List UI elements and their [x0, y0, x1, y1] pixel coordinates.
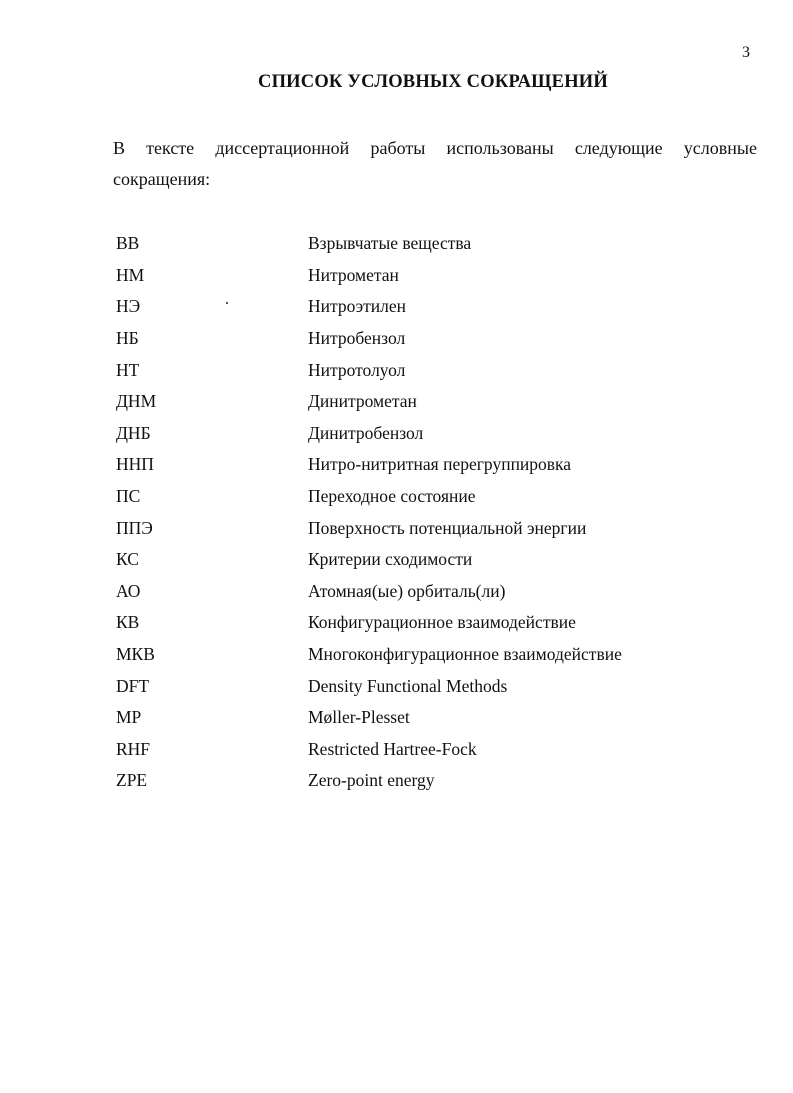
abbreviation-code: ППЭ [116, 517, 153, 538]
abbreviation-row [116, 639, 736, 671]
abbreviation-code: НЭ [116, 296, 141, 317]
abbreviation-description: Zero-point energy [308, 770, 435, 791]
abbreviation-row [116, 260, 736, 292]
abbreviation-description: Динитробензол [308, 422, 424, 443]
abbreviation-code: ДНМ [116, 391, 157, 412]
abbreviation-description: Критерии сходимости [308, 549, 473, 570]
abbreviation-code: АО [116, 580, 141, 601]
abbreviation-row [116, 449, 736, 481]
abbreviation-code: RHF [116, 738, 151, 759]
abbreviation-row [116, 481, 736, 513]
abbreviation-description: Нитробензол [308, 328, 406, 349]
abbreviation-description: Нитро-нитритная перегруппировка [308, 454, 572, 475]
abbreviation-row [116, 670, 736, 702]
abbreviation-row [116, 607, 736, 639]
abbreviation-row [116, 418, 736, 450]
abbreviation-row [116, 228, 736, 260]
abbreviation-description: Многоконфигурационное взаимодействие [308, 644, 622, 665]
abbreviation-description: Restricted Hartree-Fock [308, 738, 477, 759]
abbreviation-description: Поверхность потенциальной энергии [308, 517, 587, 538]
abbreviation-code: МКВ [116, 644, 155, 665]
intro-paragraph: В тексте диссертационной работы использованы следующие условные сокращения: [113, 138, 757, 189]
abbreviation-description: Нитрометан [308, 264, 399, 285]
page-number: 3 [742, 44, 750, 61]
abbreviation-list [116, 228, 736, 797]
abbreviation-code: ZPE [116, 770, 148, 791]
abbreviation-description: Взрывчатые вещества [308, 233, 472, 254]
abbreviation-row [116, 765, 736, 797]
abbreviation-description: Переходное состояние [308, 486, 476, 507]
abbreviation-code: ДНБ [116, 422, 151, 443]
abbreviation-description: Конфигурационное взаимодействие [308, 612, 576, 633]
abbreviation-description: Density Functional Methods [308, 675, 508, 696]
abbreviation-code: НМ [116, 264, 145, 285]
abbreviation-code: ПС [116, 486, 141, 507]
abbreviation-code: КС [116, 549, 139, 570]
abbreviation-code: ВВ [116, 233, 140, 254]
abbreviation-row [116, 386, 736, 418]
abbreviation-row [116, 702, 736, 734]
abbreviation-code: MP [116, 707, 142, 728]
abbreviation-description: Динитрометан [308, 391, 417, 412]
abbreviation-row [116, 323, 736, 355]
page-title: СПИСОК УСЛОВНЫХ СОКРАЩЕНИЙ [258, 72, 608, 92]
abbreviation-description: Нитроэтилен [308, 296, 406, 317]
abbreviation-row [116, 512, 736, 544]
abbreviation-row [116, 291, 736, 323]
abbreviation-row [116, 576, 736, 608]
abbreviation-code: ННП [116, 454, 154, 475]
abbreviation-code: КВ [116, 612, 140, 633]
abbreviation-code: НТ [116, 359, 140, 380]
abbreviation-code: НБ [116, 328, 139, 349]
abbreviation-row [116, 354, 736, 386]
abbreviation-code: DFT [116, 675, 150, 696]
abbreviation-row [116, 544, 736, 576]
abbreviation-description: Нитротолуол [308, 359, 406, 380]
abbreviation-description: Møller-Plesset [308, 707, 410, 728]
abbreviation-description: Атомная(ые) орбиталь(ли) [308, 580, 506, 601]
abbreviation-row [116, 734, 736, 766]
